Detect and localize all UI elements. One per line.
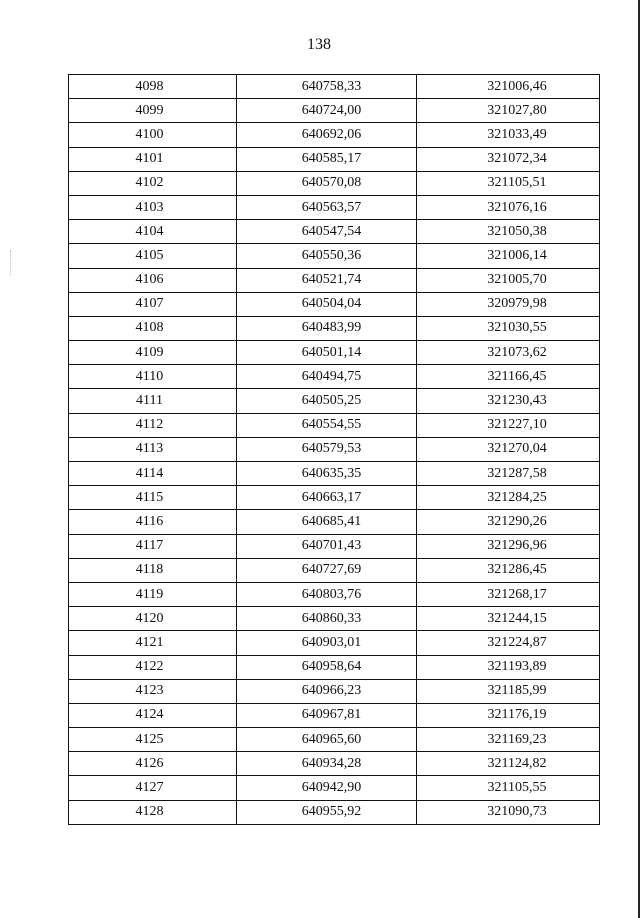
- point-number-cell: 4110: [69, 365, 237, 389]
- y-coordinate-cell: 321076,16: [417, 195, 600, 219]
- table-row: [69, 365, 600, 389]
- table-row: [69, 776, 600, 800]
- table-row: [69, 462, 600, 486]
- x-coordinate-cell: 640579,53: [237, 437, 417, 461]
- point-number-cell: 4127: [69, 776, 237, 800]
- x-coordinate-cell: 640692,06: [237, 123, 417, 147]
- scan-artifact: [10, 250, 12, 276]
- y-coordinate-cell: 321169,23: [417, 728, 600, 752]
- y-coordinate-cell: 321230,43: [417, 389, 600, 413]
- point-number-cell: 4120: [69, 607, 237, 631]
- table-row: [69, 413, 600, 437]
- point-number-cell: 4121: [69, 631, 237, 655]
- table-row: [69, 244, 600, 268]
- x-coordinate-cell: 640554,55: [237, 413, 417, 437]
- x-coordinate-cell: 640635,35: [237, 462, 417, 486]
- x-coordinate-cell: 640965,60: [237, 728, 417, 752]
- table-row: [69, 316, 600, 340]
- y-coordinate-cell: 321006,14: [417, 244, 600, 268]
- y-coordinate-cell: 321105,55: [417, 776, 600, 800]
- y-coordinate-cell: 321185,99: [417, 679, 600, 703]
- y-coordinate-cell: 321033,49: [417, 123, 600, 147]
- point-number-cell: 4109: [69, 341, 237, 365]
- x-coordinate-cell: 640727,69: [237, 558, 417, 582]
- x-coordinate-cell: 640758,33: [237, 75, 417, 99]
- x-coordinate-cell: 640505,25: [237, 389, 417, 413]
- table-row: [69, 220, 600, 244]
- table-row: [69, 728, 600, 752]
- point-number-cell: 4103: [69, 195, 237, 219]
- x-coordinate-cell: 640803,76: [237, 582, 417, 606]
- y-coordinate-cell: 321290,26: [417, 510, 600, 534]
- x-coordinate-cell: 640585,17: [237, 147, 417, 171]
- y-coordinate-cell: 321176,19: [417, 703, 600, 727]
- point-number-cell: 4099: [69, 99, 237, 123]
- table-row: [69, 99, 600, 123]
- point-number-cell: 4104: [69, 220, 237, 244]
- table-row: [69, 752, 600, 776]
- table-row: [69, 437, 600, 461]
- y-coordinate-cell: 321072,34: [417, 147, 600, 171]
- point-number-cell: 4125: [69, 728, 237, 752]
- x-coordinate-cell: 640504,04: [237, 292, 417, 316]
- table-row: [69, 534, 600, 558]
- y-coordinate-cell: 321166,45: [417, 365, 600, 389]
- x-coordinate-cell: 640685,41: [237, 510, 417, 534]
- coordinates-table: [68, 74, 600, 825]
- y-coordinate-cell: 321224,87: [417, 631, 600, 655]
- y-coordinate-cell: 321090,73: [417, 800, 600, 824]
- y-coordinate-cell: 321227,10: [417, 413, 600, 437]
- point-number-cell: 4122: [69, 655, 237, 679]
- x-coordinate-cell: 640521,74: [237, 268, 417, 292]
- y-coordinate-cell: 321050,38: [417, 220, 600, 244]
- point-number-cell: 4126: [69, 752, 237, 776]
- x-coordinate-cell: 640483,99: [237, 316, 417, 340]
- x-coordinate-cell: 640903,01: [237, 631, 417, 655]
- y-coordinate-cell: 321027,80: [417, 99, 600, 123]
- y-coordinate-cell: 321005,70: [417, 268, 600, 292]
- x-coordinate-cell: 640494,75: [237, 365, 417, 389]
- table-row: [69, 389, 600, 413]
- point-number-cell: 4114: [69, 462, 237, 486]
- y-coordinate-cell: 321270,04: [417, 437, 600, 461]
- x-coordinate-cell: 640966,23: [237, 679, 417, 703]
- y-coordinate-cell: 321073,62: [417, 341, 600, 365]
- table-row: [69, 631, 600, 655]
- point-number-cell: 4098: [69, 75, 237, 99]
- point-number-cell: 4100: [69, 123, 237, 147]
- table-row: [69, 123, 600, 147]
- table-row: [69, 341, 600, 365]
- y-coordinate-cell: 321193,89: [417, 655, 600, 679]
- table-row: [69, 171, 600, 195]
- table-row: [69, 195, 600, 219]
- y-coordinate-cell: 321268,17: [417, 582, 600, 606]
- y-coordinate-cell: 321124,82: [417, 752, 600, 776]
- x-coordinate-cell: 640663,17: [237, 486, 417, 510]
- point-number-cell: 4113: [69, 437, 237, 461]
- table-row: [69, 292, 600, 316]
- x-coordinate-cell: 640550,36: [237, 244, 417, 268]
- page-number: 138: [307, 36, 331, 53]
- point-number-cell: 4112: [69, 413, 237, 437]
- point-number-cell: 4128: [69, 800, 237, 824]
- x-coordinate-cell: 640547,54: [237, 220, 417, 244]
- table-row: [69, 75, 600, 99]
- point-number-cell: 4118: [69, 558, 237, 582]
- table-row: [69, 607, 600, 631]
- point-number-cell: 4102: [69, 171, 237, 195]
- x-coordinate-cell: 640860,33: [237, 607, 417, 631]
- table-row: [69, 679, 600, 703]
- y-coordinate-cell: 320979,98: [417, 292, 600, 316]
- x-coordinate-cell: 640701,43: [237, 534, 417, 558]
- point-number-cell: 4119: [69, 582, 237, 606]
- point-number-cell: 4116: [69, 510, 237, 534]
- point-number-cell: 4111: [69, 389, 237, 413]
- point-number-cell: 4105: [69, 244, 237, 268]
- table-row: [69, 268, 600, 292]
- coordinates-table-body: [69, 75, 600, 825]
- table-row: [69, 147, 600, 171]
- point-number-cell: 4107: [69, 292, 237, 316]
- point-number-cell: 4101: [69, 147, 237, 171]
- y-coordinate-cell: 321006,46: [417, 75, 600, 99]
- table-row: [69, 486, 600, 510]
- x-coordinate-cell: 640934,28: [237, 752, 417, 776]
- x-coordinate-cell: 640724,00: [237, 99, 417, 123]
- y-coordinate-cell: 321030,55: [417, 316, 600, 340]
- point-number-cell: 4124: [69, 703, 237, 727]
- table-row: [69, 582, 600, 606]
- x-coordinate-cell: 640958,64: [237, 655, 417, 679]
- x-coordinate-cell: 640563,57: [237, 195, 417, 219]
- table-row: [69, 510, 600, 534]
- table-row: [69, 703, 600, 727]
- point-number-cell: 4106: [69, 268, 237, 292]
- table-row: [69, 558, 600, 582]
- y-coordinate-cell: 321105,51: [417, 171, 600, 195]
- point-number-cell: 4115: [69, 486, 237, 510]
- x-coordinate-cell: 640955,92: [237, 800, 417, 824]
- y-coordinate-cell: 321244,15: [417, 607, 600, 631]
- x-coordinate-cell: 640967,81: [237, 703, 417, 727]
- y-coordinate-cell: 321296,96: [417, 534, 600, 558]
- table-row: [69, 655, 600, 679]
- x-coordinate-cell: 640942,90: [237, 776, 417, 800]
- x-coordinate-cell: 640501,14: [237, 341, 417, 365]
- table-row: [69, 800, 600, 824]
- y-coordinate-cell: 321286,45: [417, 558, 600, 582]
- point-number-cell: 4117: [69, 534, 237, 558]
- y-coordinate-cell: 321284,25: [417, 486, 600, 510]
- point-number-cell: 4123: [69, 679, 237, 703]
- y-coordinate-cell: 321287,58: [417, 462, 600, 486]
- x-coordinate-cell: 640570,08: [237, 171, 417, 195]
- point-number-cell: 4108: [69, 316, 237, 340]
